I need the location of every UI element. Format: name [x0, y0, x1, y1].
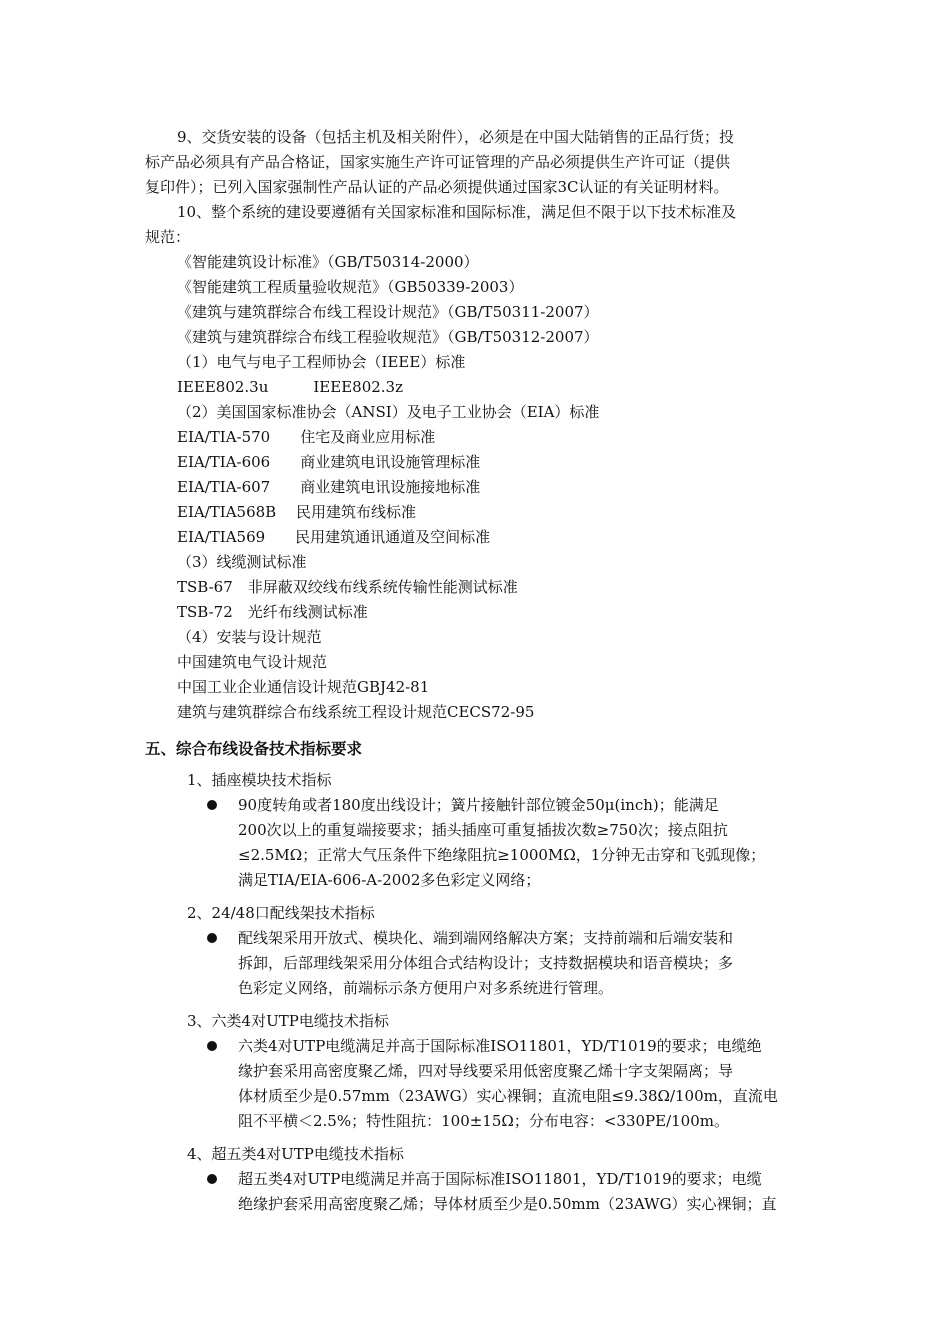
item-title: 1、插座模块技术指标 [187, 771, 332, 789]
bullet-line: 阻不平横＜2.5%；特性阻抗：100±15Ω；分布电容：<330PE/100m。 [238, 1112, 729, 1130]
standard-item: EIA/TIA-607 商业建筑电讯设施接地标准 [177, 478, 481, 496]
standard-item: EIA/TIA-570 住宅及商业应用标准 [177, 428, 436, 446]
bullet-line: 200次以上的重复端接要求；插头插座可重复插拔次数≥750次；接点阻抗 [238, 821, 728, 839]
standard-item: 中国建筑电气设计规范 [177, 653, 328, 671]
section-heading: 五、综合布线设备技术指标要求 [145, 740, 363, 758]
standard-item: TSB-72 光纤布线测试标准 [177, 603, 368, 621]
item-title: 2、24/48口配线架技术指标 [187, 904, 375, 922]
bullet-line: ≤2.5MΩ；正常大气压条件下绝缘阻抗≥1000MΩ，1分钟无击穿和飞弧现像； [238, 846, 766, 864]
standard-item: （1）电气与电子工程师协会（IEEE）标准 [177, 353, 466, 371]
standard-item: 《智能建筑设计标准》（GB/T50314-2000） [177, 253, 479, 271]
bullet-icon [207, 933, 217, 943]
standard-item: EIA/TIA-606 商业建筑电讯设施管理标准 [177, 453, 481, 471]
bullet-line: 拆卸，后部理线架采用分体组合式结构设计；支持数据模块和语音模块；多 [238, 954, 734, 972]
standard-item: TSB-67 非屏蔽双绞线布线系统传输性能测试标准 [177, 578, 518, 596]
para9-line: 9、交货安装的设备（包括主机及相关附件），必须是在中国大陆销售的正品行货；投 [177, 128, 735, 146]
bullet-line: 六类4对UTP电缆满足并高于国际标准ISO11801，YD/T1019的要求；电缆绝 [238, 1037, 762, 1055]
bullet-icon [207, 800, 217, 810]
para10-line: 规范： [145, 228, 191, 246]
bullet-line: 90度转角或者180度出线设计；簧片接触针部位镀金50μ(inch)；能满足 [238, 796, 719, 814]
standard-item: 中国工业企业通信设计规范GBJ42-81 [177, 678, 430, 696]
bullet-line: 体材质至少是0.57mm（23AWG）实心裸铜；直流电阻≤9.38Ω/100m，直流电 [238, 1087, 778, 1105]
standard-item: IEEE802.3u IEEE802.3z [177, 378, 403, 396]
standard-item: 《智能建筑工程质量验收规范》（GB50339-2003） [177, 278, 524, 296]
item-title: 3、六类4对UTP电缆技术指标 [187, 1012, 389, 1030]
standard-item: EIA/TIA568B 民用建筑布线标准 [177, 503, 416, 521]
standard-item: 《建筑与建筑群综合布线工程设计规范》（GB/T50311-2007） [177, 303, 599, 321]
para9-line: 标产品必须具有产品合格证，国家实施生产许可证管理的产品必须提供生产许可证（提供 [145, 153, 731, 171]
bullet-line: 缘护套采用高密度聚乙烯，四对导线要采用低密度聚乙烯十字支架隔离；导 [238, 1062, 734, 1080]
standard-item: 建筑与建筑群综合布线系统工程设计规范CECS72-95 [177, 703, 535, 721]
bullet-line: 绝缘护套采用高密度聚乙烯；导体材质至少是0.50mm（23AWG）实心裸铜；直 [238, 1195, 777, 1213]
para9-line: 复印件）；已列入国家强制性产品认证的产品必须提供通过国家3C认证的有关证明材料。 [145, 178, 729, 196]
item-title: 4、超五类4对UTP电缆技术指标 [187, 1145, 404, 1163]
bullet-icon [207, 1174, 217, 1184]
bullet-line: 满足TIA/EIA-606-A-2002多色彩定义网络； [238, 871, 541, 889]
bullet-line: 配线架采用开放式、模块化、端到端网络解决方案；支持前端和后端安装和 [238, 929, 734, 947]
standard-item: （3）线缆测试标准 [177, 553, 307, 571]
standard-item: （2）美国国家标准协会（ANSI）及电子工业协会（EIA）标准 [177, 403, 600, 421]
standard-item: （4）安装与设计规范 [177, 628, 322, 646]
bullet-icon [207, 1041, 217, 1051]
para10-line: 10、整个系统的建设要遵循有关国家标准和国际标准，满足但不限于以下技术标准及 [177, 203, 737, 221]
standard-item: EIA/TIA569 民用建筑通讯通道及空间标准 [177, 528, 491, 546]
bullet-line: 色彩定义网络，前端标示条方便用户对多系统进行管理。 [238, 979, 614, 997]
standard-item: 《建筑与建筑群综合布线工程验收规范》（GB/T50312-2007） [177, 328, 599, 346]
bullet-line: 超五类4对UTP电缆满足并高于国际标准ISO11801，YD/T1019的要求；电缆 [238, 1170, 762, 1188]
